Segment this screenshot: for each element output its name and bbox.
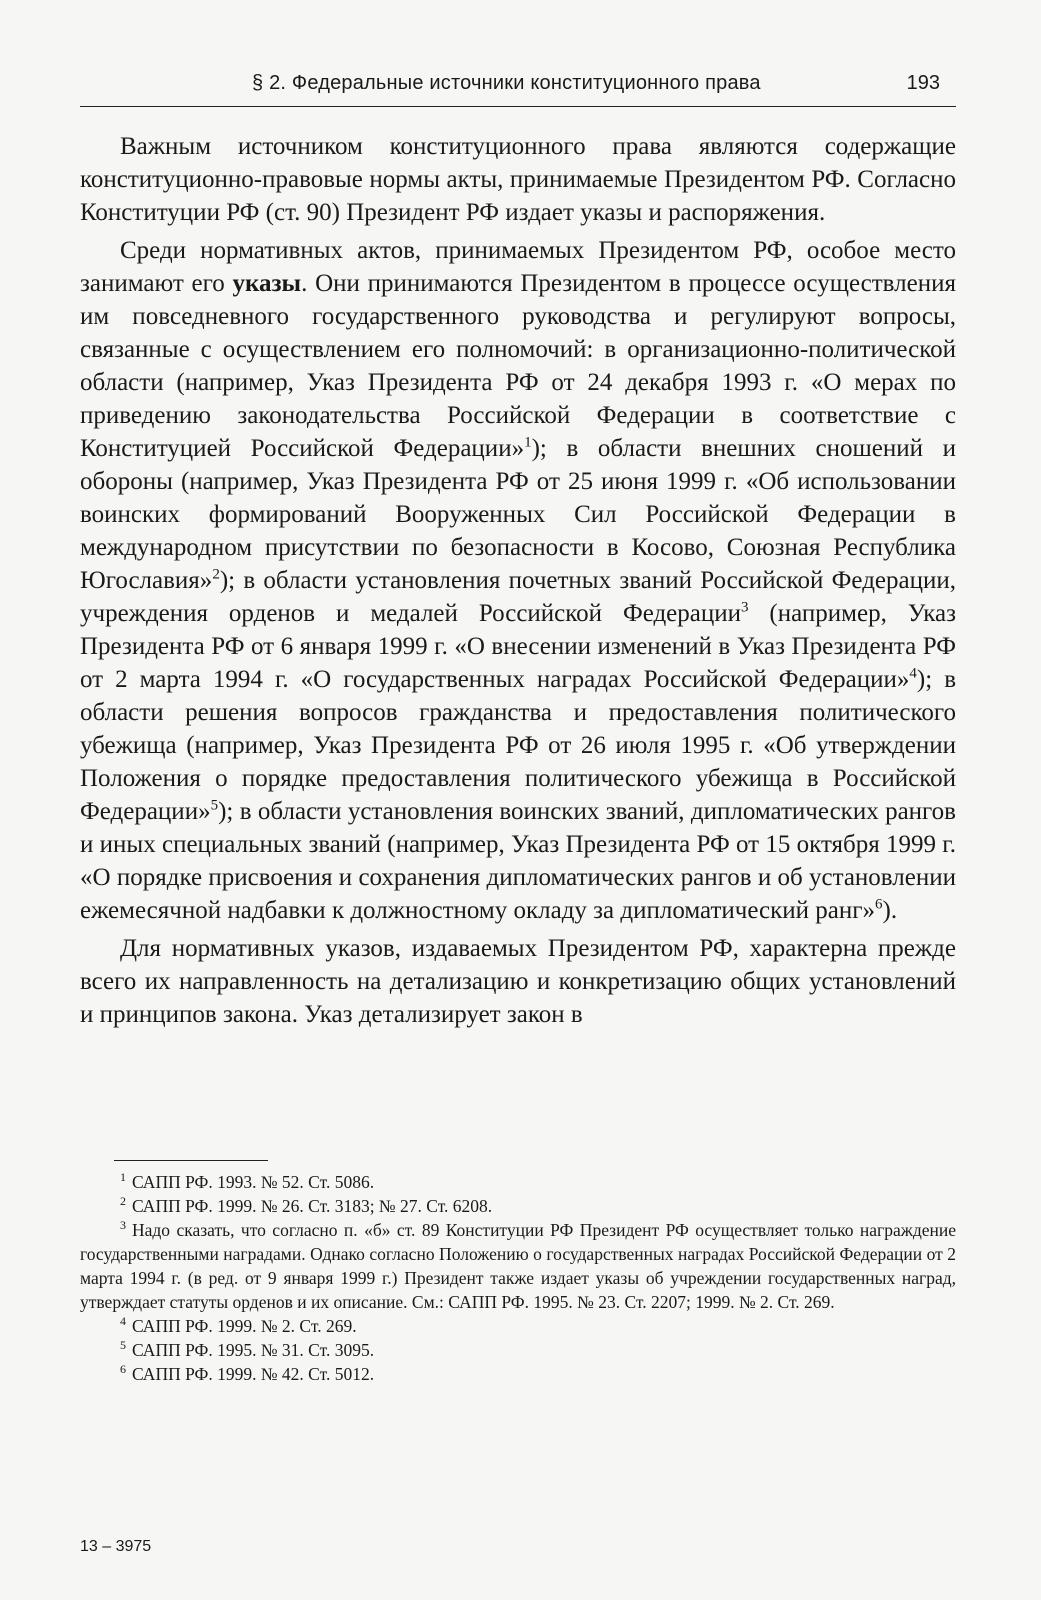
footnote-ref-3: 3 — [741, 599, 749, 616]
footnote — [80, 1362, 956, 1386]
footnote-number: 3 — [120, 1218, 126, 1233]
footnote-text: САПП РФ. 1999. № 2. Ст. 269. — [132, 1316, 357, 1336]
footnote — [80, 1218, 956, 1314]
printer-signature: 13 – 3975 — [80, 1538, 152, 1555]
bold-term-ukazy: указы — [232, 270, 302, 297]
paragraph-2-text-g: ); в области установления воинских званий, дипломатических рангов и иных специальных званий (например, Указ Президента РФ от 15 октября 1999 г. «О порядке присвоения и сохранения дипломатических рангов и об установлении ежемесячной надбавки к должностному окладу за дипломатический ранг» — [80, 798, 956, 924]
paragraph-2-text-e: (например, Указ Президента РФ от 6 января 1999 г. «О внесении изменений в Указ Президента РФ от 2 марта 1994 г. «О государственных наградах Российской Федерации» — [80, 600, 956, 693]
footnote-number: 4 — [120, 1314, 126, 1329]
running-header — [80, 68, 956, 107]
footnote-separator — [114, 1160, 268, 1161]
footnote — [80, 1170, 956, 1194]
footnote-ref-2: 2 — [212, 566, 220, 583]
paragraph-2-text-f: ); в области решения вопросов гражданства и предоставления политического убежища (например, Указ Президента РФ от 26 июля 1995 г. «Об утверждении Положения о порядке предоставления политического убежища в Российской Федерации» — [80, 666, 956, 825]
footnotes — [80, 1170, 956, 1386]
paragraph-2-text-h: ). — [882, 897, 898, 924]
footnote — [80, 1338, 956, 1362]
paragraph-2-text-a: Среди нормативных актов, принимаемых Президентом РФ, особое место занимают его — [80, 237, 956, 297]
paragraph-2-text-c: ); в области внешних сношений и обороны (например, Указ Президента РФ от 25 июня 1999 г. «Об использовании воинских формирований Вооруженных Сил Российской Федерации в международном присутствии по безопасности в Косово, Союзная Республика Югославия» — [80, 435, 956, 594]
running-title: § 2. Федеральные источники конституционного права — [252, 72, 761, 94]
footnote-text: САПП РФ. 1993. № 52. Ст. 5086. — [132, 1172, 375, 1192]
paragraph-2-text-b: . Они принимаются Президентом в процессе осуществления им повседневного государственного руководства и регулируют вопросы, связанные с осуществлением его полномочий: в организационно-политической области (например, Указ Президента РФ от 24 декабря 1993 г. «О мерах по приведению законодательства Российской Федерации в соответствие с Конституцией Российской Федерации» — [80, 270, 956, 462]
footnote-text: САПП РФ. 1999. № 26. Ст. 3183; № 27. Ст. 6208. — [132, 1196, 493, 1216]
footnote-ref-5: 5 — [210, 797, 219, 814]
footnote-text: Надо сказать, что согласно п. «б» ст. 89 Конституции РФ Президент РФ осуществляет только награждение государственными наградами. Однако согласно Положению о государственных наградах Российской Федерации от 2 марта 1994 г. (в ред. от 9 января 1999 г.) Президент также издает указы об учреждении государственных наград, утверждает статуты орденов и их описание. См.: САПП РФ. 1995. № 23. Ст. 2207; 1999. № 2. Ст. 269. — [80, 1220, 956, 1312]
footnote — [80, 1314, 956, 1338]
footnote — [80, 1194, 956, 1218]
footnote-number: 6 — [120, 1362, 126, 1377]
footnote-number: 5 — [120, 1338, 126, 1353]
page-number: 193 — [906, 72, 940, 94]
body-text — [80, 130, 956, 1036]
footnote-number: 1 — [120, 1170, 126, 1185]
paragraph-3: Для нормативных указов, издаваемых Президентом РФ, характерна прежде всего их направленность на детализацию и конкретизацию общих установлений и принципов закона. Указ детализирует закон в — [80, 935, 956, 1028]
paragraph-2-text-d: ); в области установления почетных званий Российской Федерации, учреждения орденов и медалей Российской Федерации — [80, 567, 956, 627]
paragraph-1: Важным источником конституционного права являются содержащие конституционно-правовые нормы акты, принимаемые Президентом РФ. Согласно Конституции РФ (ст. 90) Президент РФ издает указы и распоряжения. — [80, 133, 956, 226]
paragraph-2 — [80, 234, 956, 927]
footnote-number: 2 — [120, 1194, 126, 1209]
footnote-ref-6: 6 — [875, 896, 883, 913]
footnote-text: САПП РФ. 1995. № 31. Ст. 3095. — [132, 1340, 375, 1360]
footnote-ref-4: 4 — [909, 665, 917, 682]
footnote-text: САПП РФ. 1999. № 42. Ст. 5012. — [132, 1364, 375, 1384]
footnote-ref-1: 1 — [524, 434, 532, 451]
